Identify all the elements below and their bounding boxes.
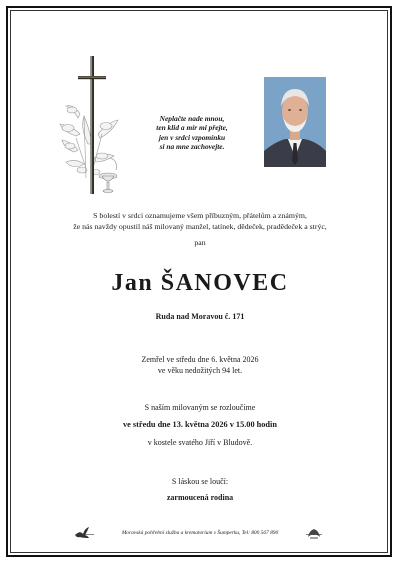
lily-flowers-icon — [60, 106, 118, 178]
poem-line: Neplačte nade mnou, — [159, 114, 225, 123]
closing-love: S láskou se loučí: — [171, 477, 229, 486]
poem — [128, 114, 256, 152]
deceased-name: Jan ŠANOVEC — [111, 270, 289, 296]
cross-with-flowers — [58, 48, 130, 198]
title-pan: pan — [194, 238, 206, 247]
death-age: ve věku nedožitých 94 let. — [157, 366, 243, 375]
poem-line: si na mne zachovejte. — [159, 142, 225, 152]
poem-line: jen v srdci vzpomínku — [158, 132, 226, 142]
announcement-line: S bolestí v srdci oznamujeme všem příbuzným, přátelům a známým, — [93, 211, 307, 220]
footer-text: Moravská pohřební služba a krematorium v Šumperku, Tel: 800 567 890 — [94, 530, 306, 536]
funeral-place: v kostele svatého Jiří v Bludově. — [147, 438, 253, 447]
announcement-line: že nás navždy opustil náš milovaný manžel, tatínek, dědeček, pradědeček a strýc, — [73, 222, 327, 231]
portrait-photo — [264, 77, 326, 167]
deceased-address: Ruda nad Moravou č. 171 — [155, 312, 245, 321]
wreath-logo-icon — [306, 527, 322, 540]
closing-family: zarmoucená rodina — [166, 493, 234, 502]
oil-lamp-icon — [99, 158, 117, 193]
announcement — [0, 210, 400, 232]
funeral-intro: S naším milovaným se rozloučíme — [144, 403, 256, 412]
poem-line: ten klid a mír mi přejte, — [156, 123, 228, 133]
death-info — [0, 354, 400, 376]
death-date: Zemřel ve středu dne 6. května 2026 — [141, 355, 259, 364]
funeral-datetime: ve středu dne 13. května 2026 v 15.00 hodin — [123, 420, 277, 429]
dove-logo-icon — [74, 526, 90, 540]
